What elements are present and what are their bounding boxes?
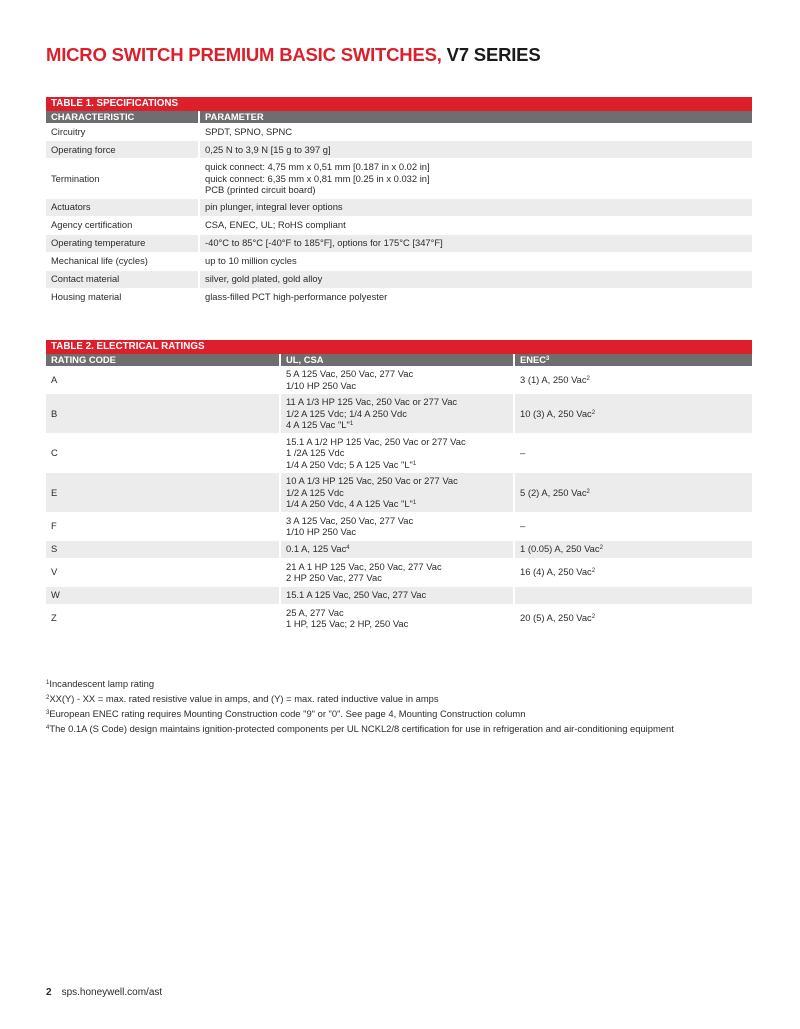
ul-csa-cell: [280, 586, 514, 604]
ul-csa-text: 1/2 A 125 Vdc; 1/4 A 250 Vdc: [286, 407, 407, 419]
parameter-line: glass-filled PCT high-performance polyester: [205, 291, 388, 303]
footnote-ref: 2: [599, 545, 603, 552]
table-row: [46, 558, 752, 586]
rating-code-cell: B: [46, 394, 280, 434]
ul-csa-text: 1/10 HP 250 Vac: [286, 526, 357, 537]
enec-rating-text: 3 (1) A, 250 Vac: [520, 373, 587, 385]
ul-csa-text: 1/10 HP 250 Vac: [286, 379, 357, 391]
footnote: [46, 676, 752, 691]
ul-csa-cell: [280, 473, 514, 513]
ul-csa-line: [286, 487, 513, 499]
ul-csa-line: [286, 459, 513, 471]
enec-header-footnote-ref: 3: [546, 356, 550, 363]
ul-csa-text: 15.1 A 1/2 HP 125 Vac, 250 Vac or 277 Vac: [286, 435, 466, 447]
parameter-cell: [199, 234, 752, 252]
ul-csa-line: [286, 436, 513, 448]
parameter-cell: [199, 270, 752, 288]
enec-rating-text: 20 (5) A, 250 Vac: [520, 612, 592, 624]
ul-csa-text: 4 A 125 Vac "L": [286, 419, 350, 430]
ul-csa-text: 3 A 125 Vac, 250 Vac, 277 Vac: [286, 514, 414, 526]
footnote-number: 4: [46, 725, 50, 731]
table-row: [46, 433, 752, 473]
ul-csa-text: 1/4 A 250 Vdc; 5 A 125 Vac "L": [286, 458, 413, 470]
ul-csa-cell: [280, 558, 514, 586]
specifications-table: [46, 97, 752, 307]
footnote-ref: 1: [349, 421, 354, 427]
footnote-ref: 2: [586, 488, 590, 495]
footnote-ref: 2: [591, 409, 596, 416]
enec-cell: [514, 394, 752, 434]
table-row: [46, 604, 752, 632]
characteristic-cell: Contact material: [46, 270, 199, 288]
parameter-cell: [199, 288, 752, 306]
ul-csa-line: [286, 607, 513, 619]
ul-csa-cell: [280, 433, 514, 473]
footnote-text: European ENEC rating requires Mounting Construction code "9" or "0". See page 4, Mounting Construction column: [49, 708, 526, 719]
parameter-cell: [199, 141, 752, 159]
rating-code-cell: S: [46, 540, 280, 558]
ul-csa-text: 1 /2A 125 Vdc: [286, 447, 345, 458]
enec-cell: [514, 586, 752, 604]
footnote-text: The 0.1A (S Code) design maintains ignition-protected components per UL NCKL2/8 certification for use in refrigeration and air-conditioning equipment: [49, 723, 674, 734]
table-row: [46, 366, 752, 394]
footnote-ref: 2: [586, 375, 590, 382]
parameter-cell: [199, 216, 752, 234]
characteristic-cell: Operating temperature: [46, 234, 199, 252]
parameter-cell: [199, 252, 752, 270]
table-row: [46, 252, 752, 270]
footnote-number: 2: [46, 695, 50, 701]
parameter-line: SPDT, SPNO, SPNC: [205, 125, 292, 137]
table-row: [46, 123, 752, 141]
table-row: [46, 234, 752, 252]
characteristic-cell: Agency certification: [46, 216, 199, 234]
ul-csa-text: 5 A 125 Vac, 250 Vac, 277 Vac: [286, 368, 414, 379]
footnote-number: 1: [46, 680, 50, 686]
ul-csa-line: [286, 526, 513, 538]
parameter-cell: [199, 123, 752, 141]
table2-header-enec: [514, 354, 752, 366]
ul-csa-text: 1/4 A 250 Vdc, 4 A 125 Vac "L": [286, 498, 413, 509]
characteristic-cell: Operating force: [46, 141, 199, 159]
footnote-ref: 2: [591, 568, 596, 575]
footnote: [46, 706, 752, 721]
footnote-ref: 2: [591, 614, 596, 621]
ul-csa-line: [286, 543, 513, 555]
rating-code-cell: E: [46, 473, 280, 513]
table1-caption: TABLE 1. SPECIFICATIONS: [46, 97, 752, 111]
title-red-part: MICRO SWITCH PREMIUM BASIC SWITCHES,: [46, 44, 442, 65]
ul-csa-line: [286, 561, 513, 573]
ul-csa-line: [286, 498, 513, 510]
parameter-line: silver, gold plated, gold alloy: [205, 273, 323, 285]
table2-header-rating-code: RATING CODE: [46, 354, 280, 366]
page-title: [46, 44, 540, 66]
enec-cell: [514, 473, 752, 513]
footnote-ref: 1: [412, 500, 417, 506]
ul-csa-line: [286, 368, 513, 380]
parameter-line: PCB (printed circuit board): [205, 184, 316, 195]
footnote-text: XX(Y) - XX = max. rated resistive value in amps, and (Y) = max. rated inductive value in amps: [49, 693, 439, 704]
table1-header-characteristic: CHARACTERISTIC: [46, 111, 199, 123]
ul-csa-text: 10 A 1/3 HP 125 Vac, 250 Vac or 277 Vac: [286, 475, 458, 486]
parameter-line: up to 10 million cycles: [205, 255, 297, 267]
ul-csa-line: [286, 447, 513, 459]
ul-csa-text: 21 A 1 HP 125 Vac, 250 Vac, 277 Vac: [286, 560, 442, 572]
characteristic-cell: Housing material: [46, 288, 199, 306]
ul-csa-line: [286, 572, 513, 584]
enec-rating-text: 10 (3) A, 250 Vac: [520, 407, 592, 419]
enec-rating-text: –: [520, 520, 526, 532]
ul-csa-text: 2 HP 250 Vac, 277 Vac: [286, 572, 382, 583]
characteristic-cell: Actuators: [46, 198, 199, 216]
enec-cell: [514, 558, 752, 586]
table-row: [46, 394, 752, 434]
ul-csa-text: 0.1 A, 125 Vac: [286, 543, 347, 555]
parameter-line: quick connect: 4,75 mm x 0,51 mm [0.187 in x 0.02 in]: [205, 161, 430, 172]
rating-code-cell: C: [46, 433, 280, 473]
table-row: [46, 586, 752, 604]
table-row: [46, 473, 752, 513]
table1-header-parameter: PARAMETER: [199, 111, 752, 123]
ul-csa-cell: [280, 540, 514, 558]
electrical-ratings-table: [46, 340, 752, 633]
characteristic-cell: Termination: [46, 159, 199, 199]
table-row: [46, 512, 752, 540]
page-footer: [46, 987, 162, 998]
table-row: [46, 288, 752, 306]
footnote-ref: 4: [346, 545, 350, 552]
ul-csa-line: [286, 589, 513, 601]
enec-header-label: ENEC: [520, 354, 547, 366]
parameter-line: quick connect: 6,35 mm x 0,81 mm [0.25 in x 0.032 in]: [205, 172, 430, 184]
footnote-ref: 1: [412, 460, 417, 467]
parameter-cell: [199, 198, 752, 216]
enec-cell: [514, 512, 752, 540]
parameter-line: CSA, ENEC, UL; RoHS compliant: [205, 219, 346, 231]
ul-csa-cell: [280, 604, 514, 632]
table2-caption: TABLE 2. ELECTRICAL RATINGS: [46, 340, 752, 354]
table-row: [46, 198, 752, 216]
title-series-part: V7 SERIES: [446, 44, 541, 65]
ul-csa-line: [286, 618, 513, 630]
enec-cell: [514, 604, 752, 632]
characteristic-cell: Circuitry: [46, 123, 199, 141]
ul-csa-line: [286, 380, 513, 392]
footnote: [46, 691, 752, 706]
rating-code-cell: Z: [46, 604, 280, 632]
table2-header-ul-csa: UL, CSA: [280, 354, 514, 366]
enec-cell: [514, 433, 752, 473]
parameter-line: pin plunger, integral lever options: [205, 201, 343, 213]
table-row: [46, 141, 752, 159]
rating-code-cell: A: [46, 366, 280, 394]
ul-csa-line: [286, 408, 513, 420]
ul-csa-text: 1/2 A 125 Vdc: [286, 486, 344, 498]
enec-rating-text: 1 (0.05) A, 250 Vac: [520, 543, 600, 555]
ul-csa-cell: [280, 394, 514, 434]
parameter-line: -40°C to 85°C [-40°F to 185°F], options for 175°C [347°F]: [205, 237, 443, 249]
enec-rating-text: 5 (2) A, 250 Vac: [520, 486, 587, 498]
table-row: [46, 216, 752, 234]
enec-cell: [514, 366, 752, 394]
footer-url: sps.honeywell.com/ast: [61, 987, 163, 998]
ul-csa-cell: [280, 512, 514, 540]
footnote-text: Incandescent lamp rating: [49, 678, 155, 689]
rating-code-cell: V: [46, 558, 280, 586]
ul-csa-text: 1 HP, 125 Vac; 2 HP, 250 Vac: [286, 618, 409, 629]
parameter-line: 0,25 N to 3,9 N [15 g to 397 g]: [205, 143, 331, 155]
characteristic-cell: Mechanical life (cycles): [46, 252, 199, 270]
page-number: 2: [46, 987, 52, 998]
enec-rating-text: 16 (4) A, 250 Vac: [520, 566, 592, 578]
ul-csa-line: [286, 419, 513, 431]
ul-csa-line: [286, 475, 513, 487]
enec-cell: [514, 540, 752, 558]
footnote: [46, 721, 752, 736]
ul-csa-text: 11 A 1/3 HP 125 Vac, 250 Vac or 277 Vac: [286, 396, 458, 407]
ul-csa-cell: [280, 366, 514, 394]
table-row: [46, 159, 752, 199]
rating-code-cell: W: [46, 586, 280, 604]
footnotes: [46, 676, 752, 736]
rating-code-cell: F: [46, 512, 280, 540]
table-row: [46, 270, 752, 288]
footnote-number: 3: [46, 710, 50, 716]
ul-csa-text: 15.1 A 125 Vac, 250 Vac, 277 Vac: [286, 589, 427, 601]
ul-csa-text: 25 A, 277 Vac: [286, 606, 344, 618]
table-row: [46, 540, 752, 558]
enec-rating-text: –: [520, 447, 526, 458]
ul-csa-line: [286, 515, 513, 527]
ul-csa-line: [286, 396, 513, 408]
parameter-cell: [199, 159, 752, 199]
